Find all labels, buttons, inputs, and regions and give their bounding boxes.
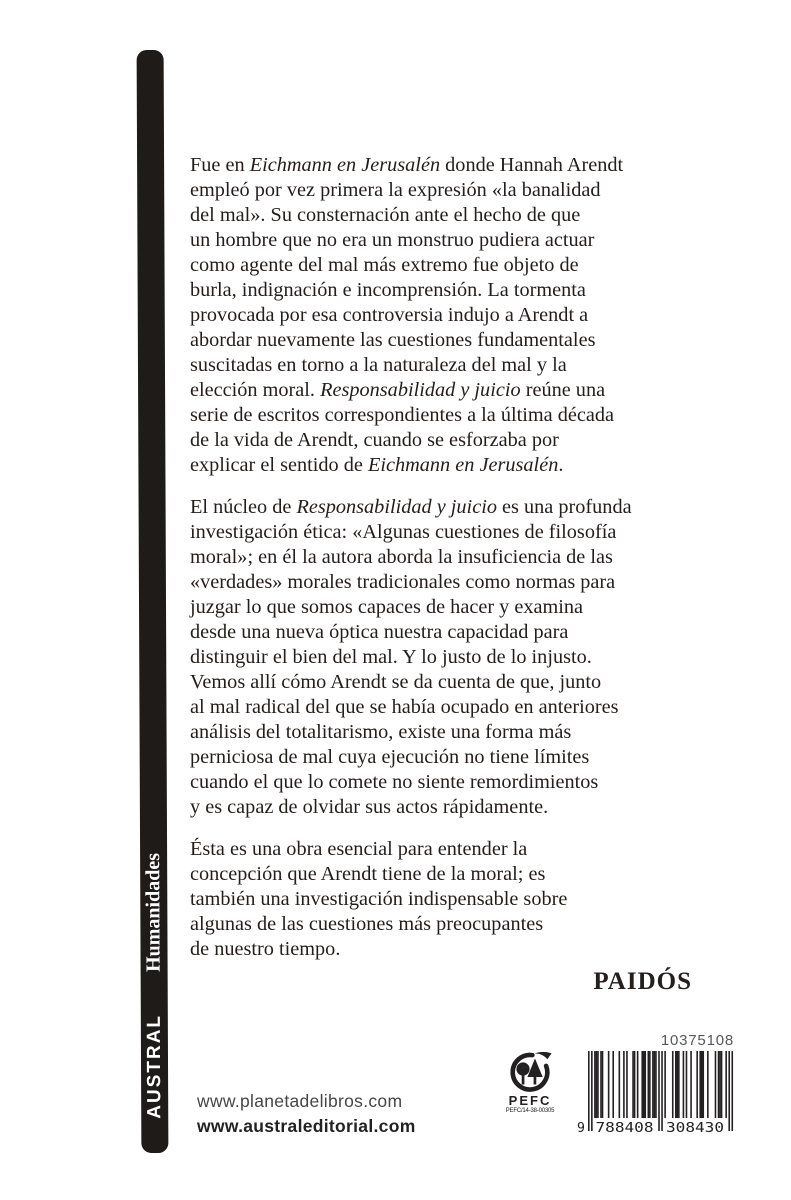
barcode-bar — [591, 1051, 593, 1131]
isbn-digit-group: 308430 — [666, 1121, 725, 1136]
barcode-bar — [719, 1051, 721, 1118]
deciduous-tree-trunk — [522, 1074, 525, 1085]
conifer-tree-icon — [527, 1059, 542, 1078]
text-line: explicar el sentido de Eichmann en Jerusalén. — [190, 454, 564, 476]
barcode-bar — [718, 1051, 720, 1118]
paragraph — [190, 153, 630, 478]
barcode-bar — [675, 1051, 677, 1118]
barcode-bar — [702, 1051, 704, 1118]
text-line: de nuestro tiempo. — [190, 938, 341, 960]
barcode-bar — [661, 1051, 663, 1131]
barcode-product-number: 10375108 — [660, 1032, 734, 1049]
paragraph — [190, 837, 630, 962]
pefc-logo — [501, 1052, 559, 1114]
barcode-bar — [608, 1051, 610, 1118]
barcode-bar — [623, 1051, 625, 1118]
barcode-bar — [643, 1051, 645, 1118]
publisher-wordmark: PAIDÓS — [593, 968, 692, 995]
barcode-bar — [600, 1051, 602, 1118]
pefc-wordmark: PEFC — [508, 1093, 552, 1108]
barcode-bar — [652, 1051, 654, 1118]
barcode-bar — [715, 1051, 717, 1118]
barcode-bar — [644, 1051, 646, 1118]
barcode-bar — [677, 1051, 679, 1118]
text-line: perniciosa de mal cuya ejecución no tiene límites — [190, 746, 590, 768]
barcode-bar — [649, 1051, 651, 1118]
text-line: distinguir el bien del mal. Y lo justo de lo injusto. — [190, 646, 592, 668]
spine-brand-label: AUSTRAL — [143, 1014, 165, 1120]
text-line: Vemos allí cómo Arendt se da cuenta de que, junto — [190, 671, 602, 693]
barcode-bar — [654, 1051, 656, 1118]
text-line: concepción que Arendt tiene de la moral; es — [190, 863, 546, 885]
text-line: empleó por vez primera la expresión «la banalidad — [190, 179, 601, 201]
text-line: investigación ética: «Algunas cuestiones de filosofía — [190, 521, 617, 543]
barcode-bar — [594, 1051, 596, 1118]
spine — [137, 50, 169, 1153]
text-line: moral»; en él la autora aborda la insuficiencia de las — [190, 546, 613, 568]
barcode-bar — [619, 1051, 621, 1118]
barcode-bar — [707, 1051, 709, 1118]
isbn-digit-group: 9 — [577, 1121, 585, 1136]
barcode-bar — [648, 1051, 650, 1118]
spine-series-label: Humanidades — [142, 853, 165, 973]
barcode-bar — [678, 1051, 680, 1118]
text-line: algunas de las cuestiones más preocupantes — [190, 913, 544, 935]
barcode-bar — [641, 1051, 643, 1118]
barcode-bar — [664, 1051, 666, 1118]
barcode-bar — [725, 1051, 727, 1118]
text-line: como agente del mal más extremo fue objeto de — [190, 254, 579, 276]
barcode — [576, 1032, 734, 1142]
barcode-bar — [699, 1051, 701, 1118]
barcode-bar — [728, 1051, 730, 1131]
text-line: abordar nuevamente las cuestiones fundamentales — [190, 329, 596, 351]
footer-urls — [197, 1089, 416, 1139]
barcode-bar — [597, 1051, 599, 1118]
barcode-bar — [696, 1051, 698, 1118]
text-line: cuando el que lo comete no siente remordimientos — [190, 771, 599, 793]
barcode-bar — [602, 1051, 604, 1118]
text-line: suscitadas en torno a la naturaleza del mal y la — [190, 354, 567, 376]
text-line: del mal». Su consternación ante el hecho de que — [190, 204, 581, 226]
back-cover-text — [190, 153, 630, 979]
paragraph — [190, 495, 630, 820]
barcode-bar — [612, 1051, 614, 1118]
text-line: desde una nueva óptica nuestra capacidad para — [190, 621, 569, 643]
barcode-bar — [701, 1051, 703, 1118]
isbn-digit-group: 788408 — [595, 1121, 654, 1136]
barcode-bar — [632, 1051, 634, 1118]
barcode-bar — [588, 1051, 590, 1131]
barcode-bar — [686, 1051, 688, 1118]
pefc-certification-code: PEFC/14-38-00305 — [505, 1108, 555, 1114]
text-line: serie de escritos correspondientes a la última década — [190, 404, 615, 426]
conifer-tree-trunk — [534, 1077, 537, 1085]
pefc-swoosh-tip — [535, 1052, 552, 1059]
barcode-bar — [690, 1051, 692, 1118]
text-line: también una investigación indispensable sobre — [190, 888, 568, 910]
text-line: Fue en Eichmann en Jerusalén donde Hannah Arendt — [190, 154, 624, 176]
barcode-bar — [634, 1051, 636, 1118]
barcode-bar — [658, 1051, 660, 1131]
australeditorial-url: www.australeditorial.com — [197, 1116, 416, 1136]
text-line: un hombre que no era un monstruo pudiera actuar — [190, 229, 595, 251]
text-line: «verdades» morales tradicionales como normas para — [190, 571, 616, 593]
text-line: elección moral. Responsabilidad y juicio reúne una — [190, 379, 606, 401]
barcode-bar — [637, 1051, 639, 1118]
text-line: El núcleo de Responsabilidad y juicio es una profunda — [190, 496, 632, 518]
planetadelibros-url: www.planetadelibros.com — [197, 1091, 403, 1111]
text-line: burla, indignación e incomprensión. La tormenta — [190, 279, 586, 301]
ean13-barcode — [576, 1051, 734, 1137]
text-line: al mal radical del que se había ocupado en anteriores — [190, 696, 619, 718]
text-line: Ésta es una obra esencial para entender la — [190, 838, 528, 860]
barcode-bar — [596, 1051, 598, 1118]
barcode-bar — [731, 1051, 733, 1131]
pefc-emblem-icon — [507, 1052, 553, 1092]
text-line: análisis del totalitarismo, existe una forma más — [190, 721, 572, 743]
text-line: de la vida de Arendt, cuando se esforzaba por — [190, 429, 559, 451]
deciduous-tree-icon — [516, 1062, 529, 1075]
barcode-bar — [655, 1051, 657, 1118]
text-line: juzgar lo que somos capaces de hacer y examina — [190, 596, 584, 618]
barcode-bar — [672, 1051, 674, 1118]
text-line: y es capaz de olvidar sus actos rápidamente. — [190, 796, 549, 818]
barcode-bar — [721, 1051, 723, 1118]
text-line: provocada por esa controversia indujo a Arendt a — [190, 304, 589, 326]
barcode-bar — [626, 1051, 628, 1118]
barcode-bar — [683, 1051, 685, 1118]
